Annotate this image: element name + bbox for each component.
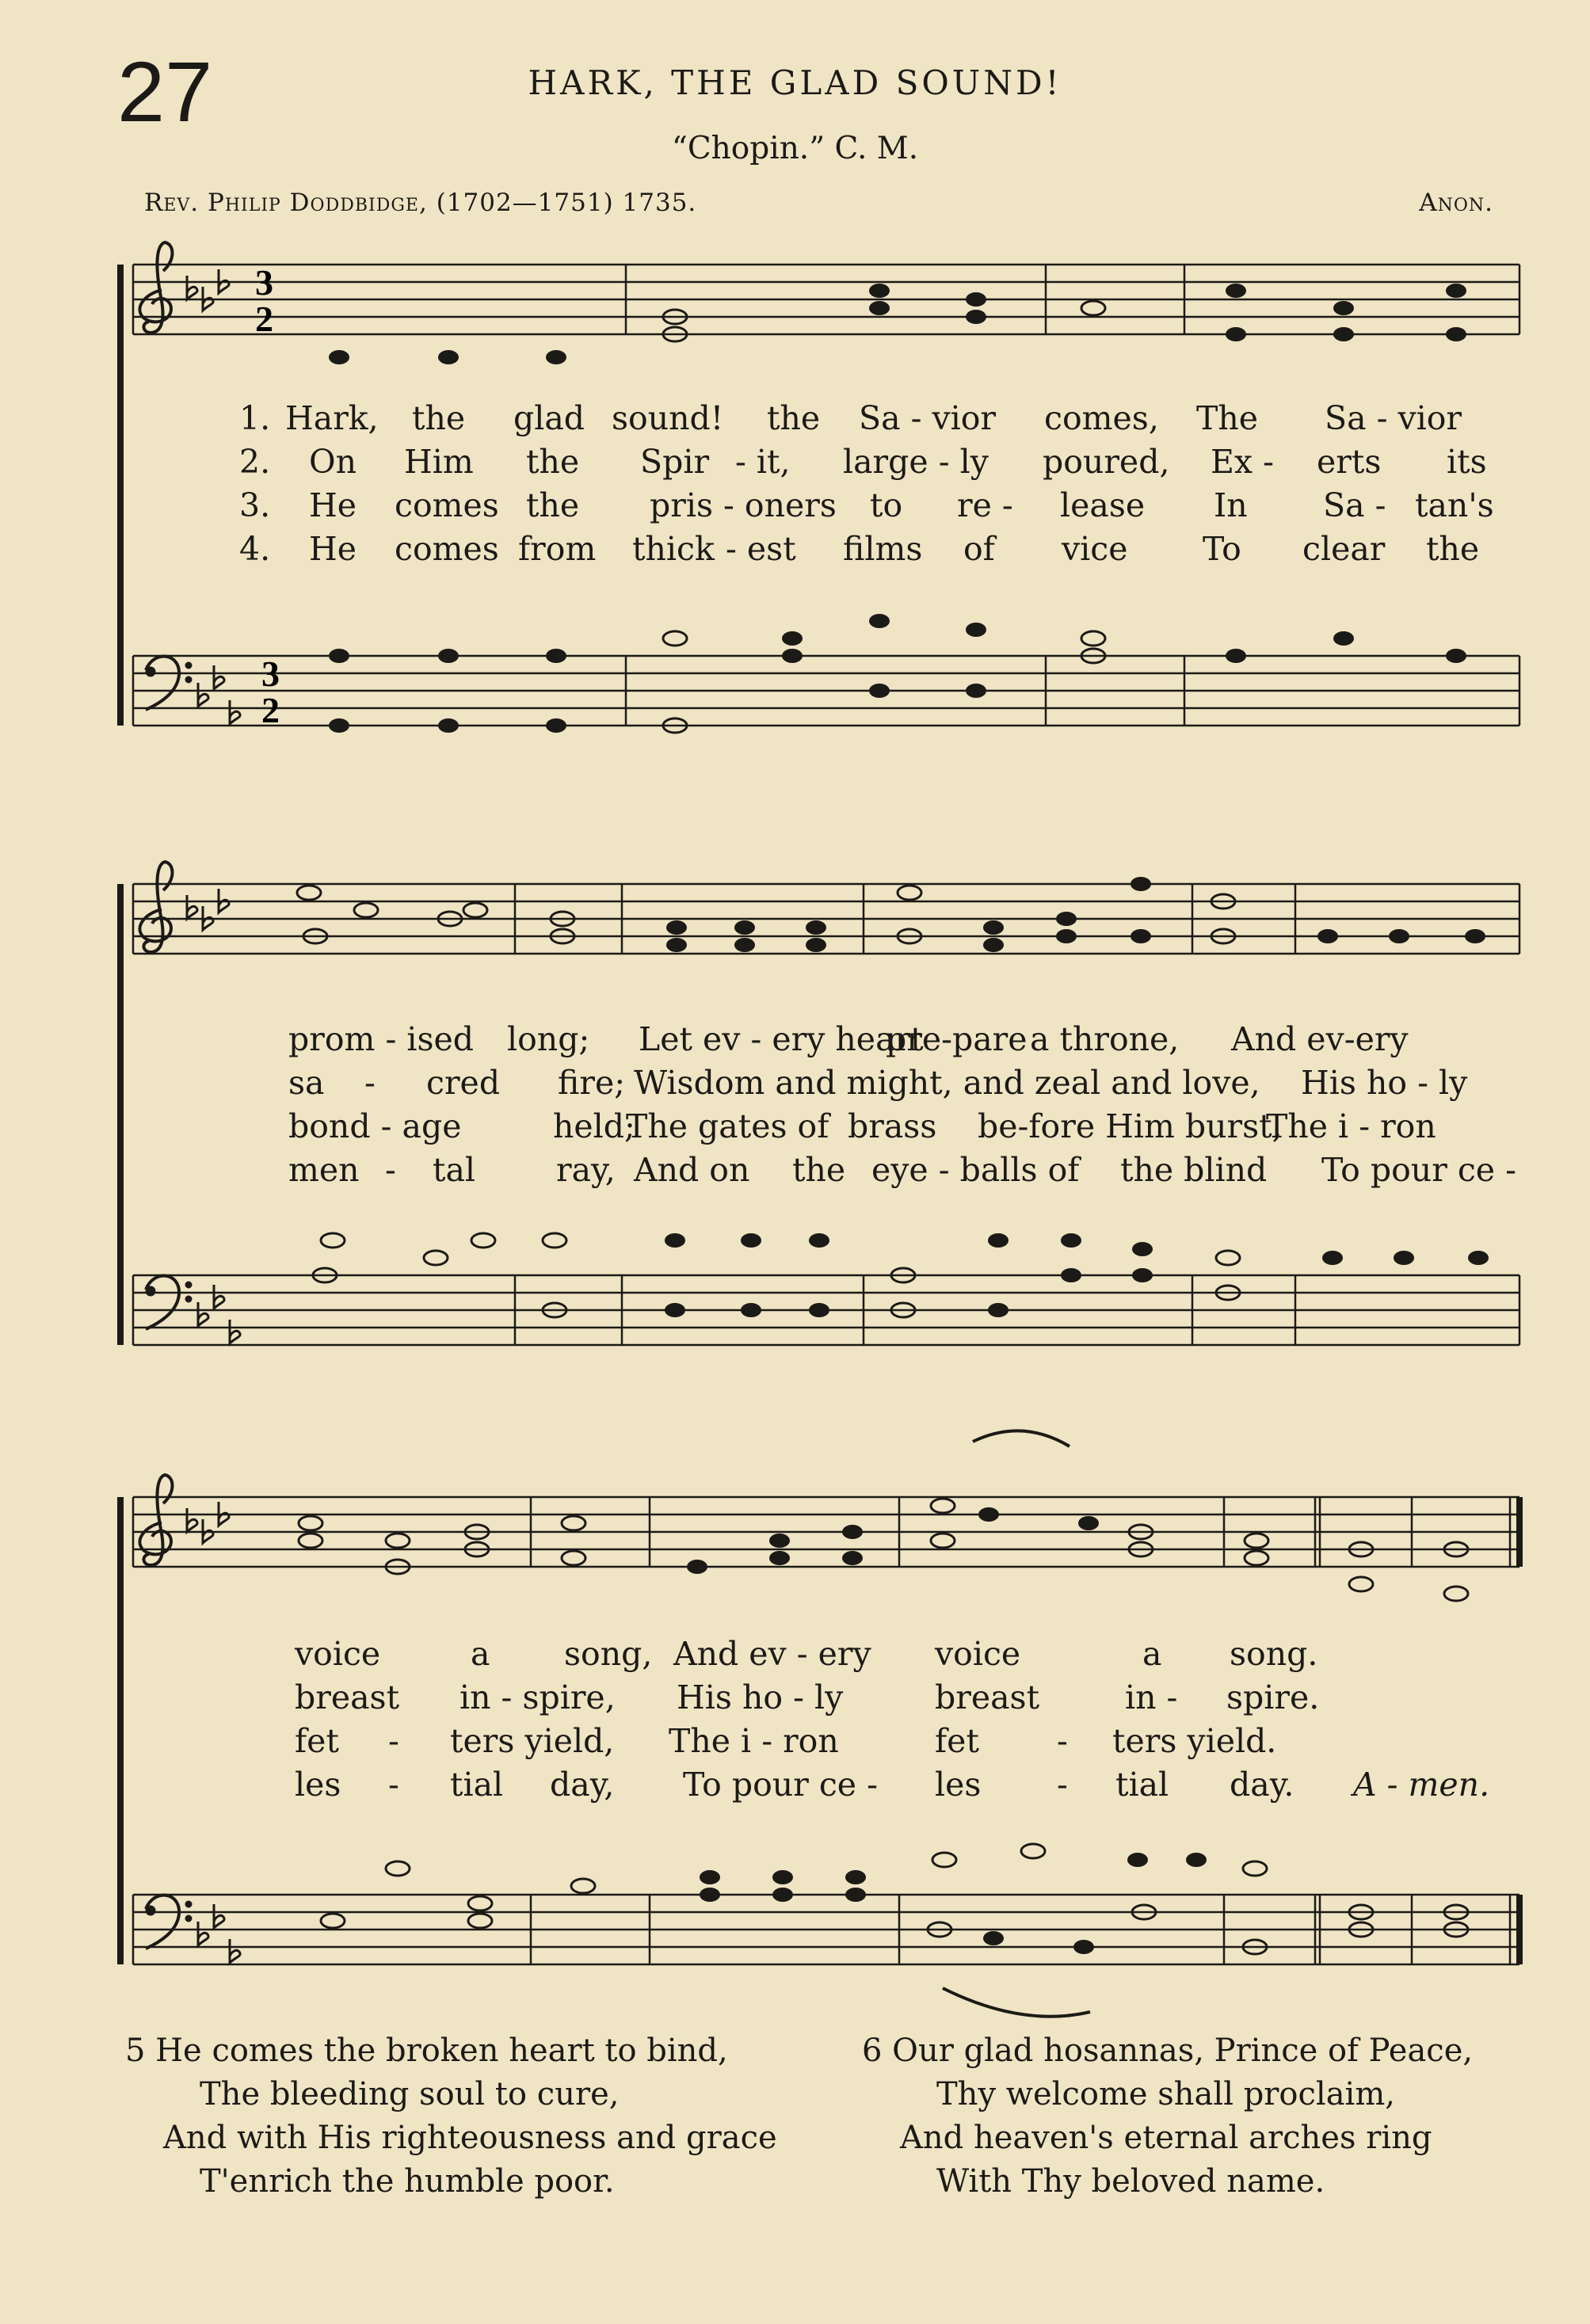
author-credit: Rev. Philip Doddbidge, (1702—1751) 1735. <box>144 189 697 217</box>
composer-credit: Anon. <box>1419 189 1493 217</box>
extra-verse-line: With Thy beloved name. <box>936 2163 1325 2200</box>
extra-verse-line: 5 He comes the broken heart to bind, <box>125 2033 728 2069</box>
extra-verse-line: Thy welcome shall proclaim, <box>936 2076 1395 2113</box>
staff-system-2-bass <box>133 1233 1519 1345</box>
svg-text:2: 2 <box>261 690 280 730</box>
extra-verse-line: And with His righteousness and grace <box>163 2120 777 2156</box>
svg-text:3: 3 <box>255 262 273 303</box>
svg-text:2: 2 <box>255 299 273 339</box>
extra-verse-6 <box>862 2029 1473 2204</box>
staff-system-3-bass <box>133 1844 1519 2017</box>
staff-system-1-bass <box>133 614 1519 733</box>
hymn-number: 27 <box>117 44 213 139</box>
staff-system-1-treble <box>133 242 1519 364</box>
staff-system-3-treble <box>133 1431 1519 1601</box>
amen: A - men. <box>1353 1766 1490 1804</box>
extra-verse-line: T'enrich the humble poor. <box>200 2163 615 2200</box>
staff-system-2-treble <box>133 862 1519 954</box>
extra-verse-5 <box>125 2029 777 2204</box>
svg-text:3: 3 <box>261 653 280 694</box>
tune-name: “Chopin.” C. M. <box>671 131 919 166</box>
extra-verse-line: And heaven's eternal arches ring <box>900 2120 1432 2156</box>
extra-verse-line: The bleeding soul to cure, <box>200 2076 620 2113</box>
extra-verse-line: 6 Our glad hosannas, Prince of Peace, <box>862 2033 1474 2069</box>
hymn-title: HARK, THE GLAD SOUND! <box>528 63 1062 102</box>
